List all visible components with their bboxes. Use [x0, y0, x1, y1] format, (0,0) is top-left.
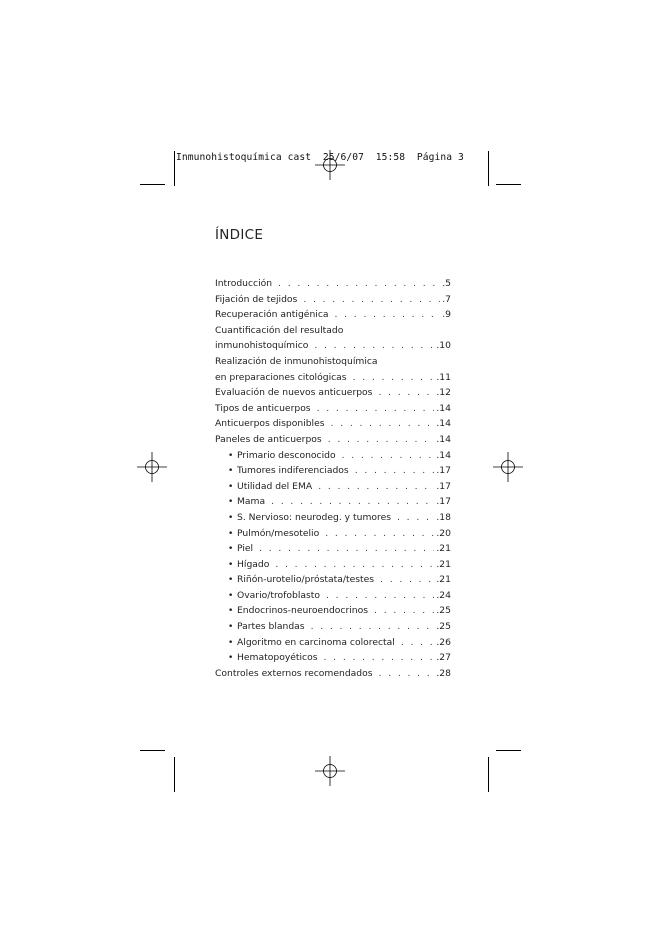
bullet-icon: • — [228, 481, 234, 492]
bullet-icon: • — [228, 590, 234, 601]
bullet-icon: • — [228, 653, 234, 664]
toc-entry-paneles[interactable] — [215, 432, 451, 448]
toc-subentry-partes-blandas[interactable] — [215, 619, 451, 635]
toc-entry-page: .21 — [436, 574, 451, 586]
toc-entry-recuperacion[interactable] — [215, 307, 451, 323]
toc-entry-label: Anticuerpos disponibles — [215, 418, 325, 430]
dot-leader — [311, 619, 435, 635]
dot-leader — [326, 588, 434, 604]
toc-entry-page: .14 — [436, 402, 451, 414]
bullet-icon: • — [228, 528, 234, 539]
bullet-icon: • — [228, 559, 234, 570]
toc-entry-label: Hematopoyéticos — [237, 652, 318, 664]
toc-entry-label: Tumores indiferenciados — [237, 465, 349, 477]
dot-leader — [271, 494, 434, 510]
crop-mark-top-left-h — [140, 184, 165, 185]
toc-entry-introduccion[interactable] — [215, 276, 451, 292]
toc-entry-page: .12 — [436, 387, 451, 399]
registration-mark-icon-right — [491, 450, 525, 484]
toc-entry-page: .17 — [436, 480, 451, 492]
toc-entry-page: .14 — [436, 433, 451, 445]
table-of-contents — [215, 276, 451, 681]
crop-mark-bottom-right-v — [488, 757, 489, 792]
dot-leader — [355, 463, 435, 479]
bullet-icon: • — [228, 606, 234, 617]
toc-entry-page: .17 — [436, 496, 451, 508]
dot-leader — [303, 292, 440, 308]
toc-entry-label: Controles externos recomendados — [215, 667, 373, 679]
dot-leader — [342, 448, 435, 464]
page-title: ÍNDICE — [215, 227, 264, 243]
toc-entry-cuantificacion-line1[interactable] — [215, 323, 451, 339]
crop-mark-top-right-v — [488, 151, 489, 186]
registration-mark-icon-left — [135, 450, 169, 484]
toc-entry-page: .11 — [436, 371, 451, 383]
dot-leader — [328, 432, 435, 448]
toc-entry-label: Pulmón/mesotelio — [237, 527, 320, 539]
dot-leader — [259, 541, 434, 557]
toc-subentry-ema[interactable] — [215, 479, 451, 495]
toc-entry-page: .7 — [442, 293, 451, 305]
bullet-icon: • — [228, 512, 234, 523]
toc-entry-label: Hígado — [237, 558, 270, 570]
toc-entry-evaluacion[interactable] — [215, 385, 451, 401]
toc-entry-page: .26 — [436, 636, 451, 648]
toc-entry-label: Tipos de anticuerpos — [215, 402, 311, 414]
bullet-icon: • — [228, 575, 234, 586]
toc-entry-label: en preparaciones citológicas — [215, 371, 347, 383]
toc-entry-label: Evaluación de nuevos anticuerpos — [215, 387, 373, 399]
toc-entry-label: Mama — [237, 496, 266, 508]
toc-entry-label: Cuantificación del resultado — [215, 324, 344, 336]
toc-entry-page: .14 — [436, 449, 451, 461]
toc-entry-label: Recuperación antigénica — [215, 309, 329, 321]
toc-entry-label: Fijación de tejidos — [215, 293, 298, 305]
toc-entry-page: .20 — [436, 527, 451, 539]
dot-leader — [379, 666, 435, 682]
toc-entry-page: .24 — [436, 589, 451, 601]
toc-entry-label: Riñón-urotelio/próstata/testes — [237, 574, 375, 586]
crop-mark-top-left-v — [174, 151, 175, 186]
toc-subentry-higado[interactable] — [215, 557, 451, 573]
toc-subentry-tumores[interactable] — [215, 463, 451, 479]
dot-leader — [324, 650, 435, 666]
toc-entry-label: Paneles de anticuerpos — [215, 433, 322, 445]
toc-entry-tipos[interactable] — [215, 401, 451, 417]
bullet-icon: • — [228, 450, 234, 461]
toc-entry-page: .5 — [442, 278, 451, 289]
toc-subentry-algoritmo[interactable] — [215, 635, 451, 651]
toc-entry-page: .21 — [436, 543, 451, 555]
toc-entry-page: .10 — [436, 340, 451, 352]
toc-entry-page: .25 — [436, 621, 451, 633]
toc-entry-label: inmunohistoquímico — [215, 340, 309, 352]
bullet-icon: • — [228, 637, 234, 648]
toc-entry-label: Partes blandas — [237, 621, 305, 633]
dot-leader — [317, 401, 435, 417]
dot-leader — [397, 510, 434, 526]
dot-leader — [278, 276, 440, 292]
toc-entry-controles[interactable] — [215, 666, 451, 682]
dot-leader — [378, 385, 434, 401]
toc-entry-realizacion-line2[interactable] — [215, 370, 451, 386]
toc-entry-page: .27 — [436, 652, 451, 664]
bullet-icon: • — [228, 497, 234, 508]
toc-subentry-ovario[interactable] — [215, 588, 451, 604]
toc-entry-cuantificacion-line2[interactable] — [215, 338, 451, 354]
dot-leader — [374, 603, 434, 619]
toc-subentry-mama[interactable] — [215, 494, 451, 510]
registration-mark-icon-top — [313, 148, 347, 182]
toc-entry-label: Piel — [237, 543, 254, 555]
toc-subentry-nervioso[interactable] — [215, 510, 451, 526]
printer-slug: Inmunohistoquímica cast 25/6/07 15:58 Página 3 — [176, 152, 464, 163]
bullet-icon: • — [228, 544, 234, 555]
toc-entry-page: .9 — [442, 309, 451, 321]
toc-entry-label: Endocrinos-neuroendocrinos — [237, 605, 369, 617]
dot-leader — [380, 572, 434, 588]
toc-entry-label: S. Nervioso: neurodeg. y tumores — [237, 511, 392, 523]
bullet-icon: • — [228, 466, 234, 477]
toc-entry-label: Ovario/trofoblasto — [237, 589, 321, 601]
toc-entry-fijacion[interactable] — [215, 292, 451, 308]
toc-entry-page: .21 — [436, 558, 451, 570]
toc-entry-page: .18 — [436, 511, 451, 523]
dot-leader — [335, 307, 441, 323]
crop-mark-top-right-h — [496, 184, 521, 185]
toc-subentry-rinon[interactable] — [215, 572, 451, 588]
toc-entry-label: Algoritmo en carcinoma colorectal — [237, 636, 395, 648]
bullet-icon: • — [228, 622, 234, 633]
crop-mark-bottom-left-h — [140, 750, 165, 751]
toc-entry-disponibles[interactable] — [215, 416, 451, 432]
dot-leader — [325, 526, 434, 542]
toc-entry-label: Primario desconocido — [237, 449, 336, 461]
toc-entry-page: .25 — [436, 605, 451, 617]
toc-entry-page: .17 — [436, 465, 451, 477]
toc-entry-page: .14 — [436, 418, 451, 430]
toc-entry-realizacion-line1[interactable] — [215, 354, 451, 370]
dot-leader — [331, 416, 435, 432]
toc-entry-label: Introducción — [215, 278, 273, 289]
toc-subentry-piel[interactable] — [215, 541, 451, 557]
crop-mark-bottom-left-v — [174, 757, 175, 792]
dot-leader — [275, 557, 434, 573]
toc-subentry-hematopoyeticos[interactable] — [215, 650, 451, 666]
dot-leader — [353, 370, 435, 386]
toc-subentry-pulmon[interactable] — [215, 526, 451, 542]
dot-leader — [314, 338, 434, 354]
toc-subentry-endocrinos[interactable] — [215, 603, 451, 619]
toc-subentry-primario[interactable] — [215, 448, 451, 464]
toc-entry-label: Realización de inmunohistoquímica — [215, 355, 378, 367]
crop-mark-bottom-right-h — [496, 750, 521, 751]
toc-entry-page: .28 — [436, 667, 451, 679]
toc-entry-label: Utilidad del EMA — [237, 480, 313, 492]
dot-leader — [401, 635, 435, 651]
dot-leader — [318, 479, 434, 495]
registration-mark-icon-bottom — [313, 754, 347, 788]
